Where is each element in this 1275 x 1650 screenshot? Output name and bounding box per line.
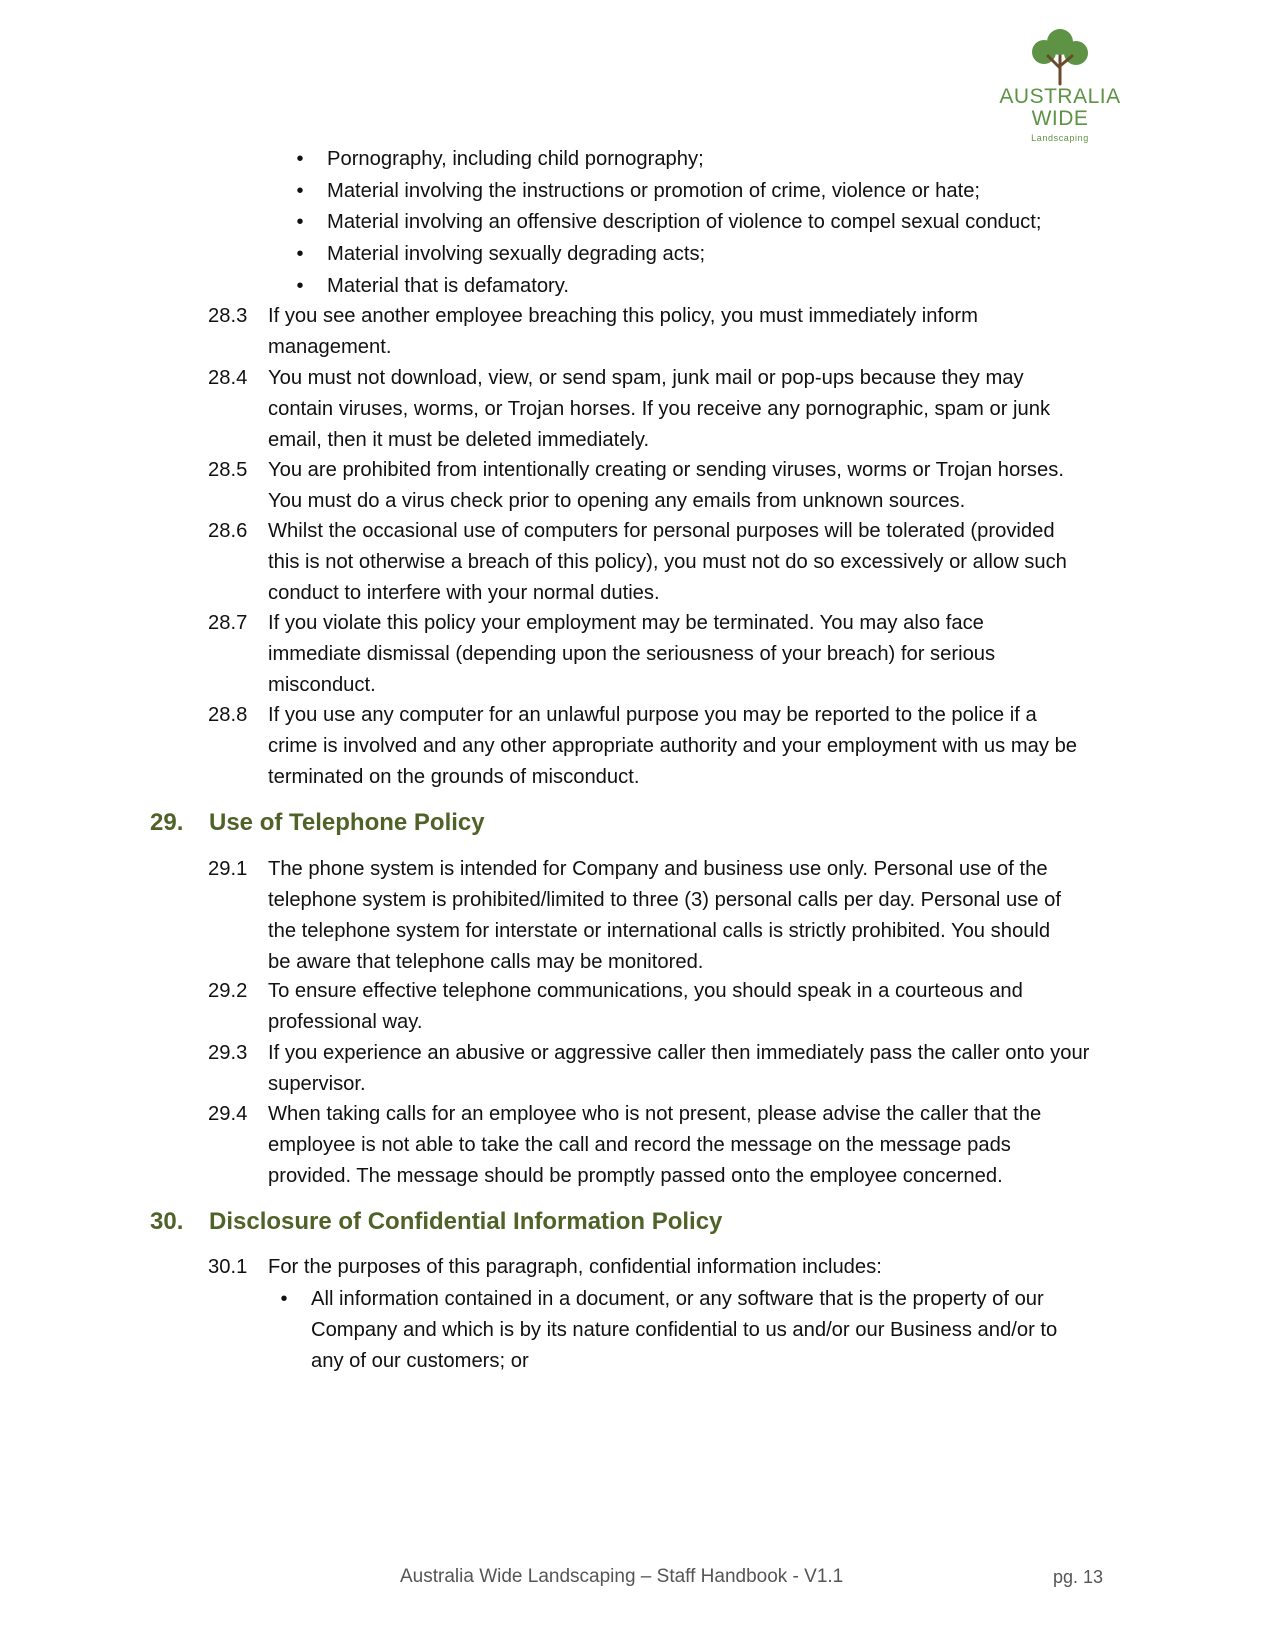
clause-number: 28.7 — [208, 612, 248, 634]
company-logo — [985, 28, 1135, 143]
bullet-icon: • — [296, 211, 304, 233]
bullet-icon: • — [280, 1288, 288, 1310]
clause-number: 29.1 — [208, 858, 248, 880]
logo-text-wide: WIDE — [1031, 107, 1089, 130]
clause-number: 28.8 — [208, 704, 248, 726]
footer-title: Australia Wide Landscaping – Staff Handbook - V1.1 — [400, 1566, 844, 1587]
clause-number: 29.2 — [208, 980, 248, 1002]
bullet-icon: • — [296, 180, 304, 202]
logo-text-landscaping: Landscaping — [1031, 133, 1089, 143]
clause-number: 28.5 — [208, 459, 248, 481]
bullet-icon: • — [296, 243, 304, 265]
document-page: AUSTRALIA WIDE Landscaping • Pornography, including child pornography; • Material involving the instructions or promotion of crime, violence or hate; • Material involving an offensive description of violence to compel sexual conduct; • Material involving sexually degrading acts; • Material that is defamatory. 28.3 If you see another employee breaching this policy, you must immediately inform management. 28.4 You must not download, view, or send spam, junk mail or pop-ups because they may contain viruses, worms, or Trojan horses. If you receive any pornographic, spam or junk email, then it must be deleted immediately. 28.5 You are prohibited from intentionally creating or sending viruses, worms or Trojan horses. You must do a virus check prior to opening any emails from unknown sources. 28.6 Whilst the occasional use of computers for personal purposes will be tolerated (provided this is not otherwise a breach of this policy), you must not do so excessively or allow such conduct to interfere with your normal duties. 28.7 If you violate this policy your employment may be terminated. You may also face immediate dismissal (depending upon the seriousness of your breach) for serious misconduct. 28.8 If you use any computer for an unlawful purpose you may be reported to the police if a crime is involved and any other appropriate authority and your employment with us may be terminated on the grounds of misconduct. 29. Use of Telephone Policy 29.1 The phone system is intended for Company and business use only. Personal use of the telephone system is prohibited/limited to three (3) personal calls per day. Personal use of the telephone system for interstate or international calls is strictly prohibited. You should be aware that telephone calls may be monitored. 29.2 To ensure effective telephone communications, you should speak in a courteous and professional way. 29.3 If you experience an abusive or aggressive caller then immediately pass the caller onto your supervisor. 29.4 When taking calls for an employee who is not present, please advise the caller that the employee is not able to take the call and record the message on the message pads provided. The message should be promptly passed onto the employee concerned. 30. Disclosure of Confidential Information Policy 30.1 For the purposes of this paragraph, confidential information includes: • All information contained in a document, or any software that is the property of our Company and which is by its nature confidential to us and/or our Business and/or to any of our customers; or Australia Wide Landscaping – Staff Handbook - V1.1 pg. 13 — [0, 0, 1275, 1650]
clause-number: 28.4 — [208, 367, 248, 389]
page-number: pg. 13 — [1053, 1567, 1104, 1587]
bullet-icon: • — [296, 275, 304, 297]
bullet-icon: • — [296, 148, 304, 170]
tree-logo-icon — [1024, 28, 1096, 86]
clause-number: 28.6 — [208, 520, 248, 542]
clause-number: 28.3 — [208, 305, 248, 327]
clause-number: 30.1 — [208, 1256, 248, 1278]
logo-text-australia: AUSTRALIA — [999, 85, 1121, 108]
clause-number: 29.4 — [208, 1103, 248, 1125]
clause-number: 29.3 — [208, 1042, 248, 1064]
